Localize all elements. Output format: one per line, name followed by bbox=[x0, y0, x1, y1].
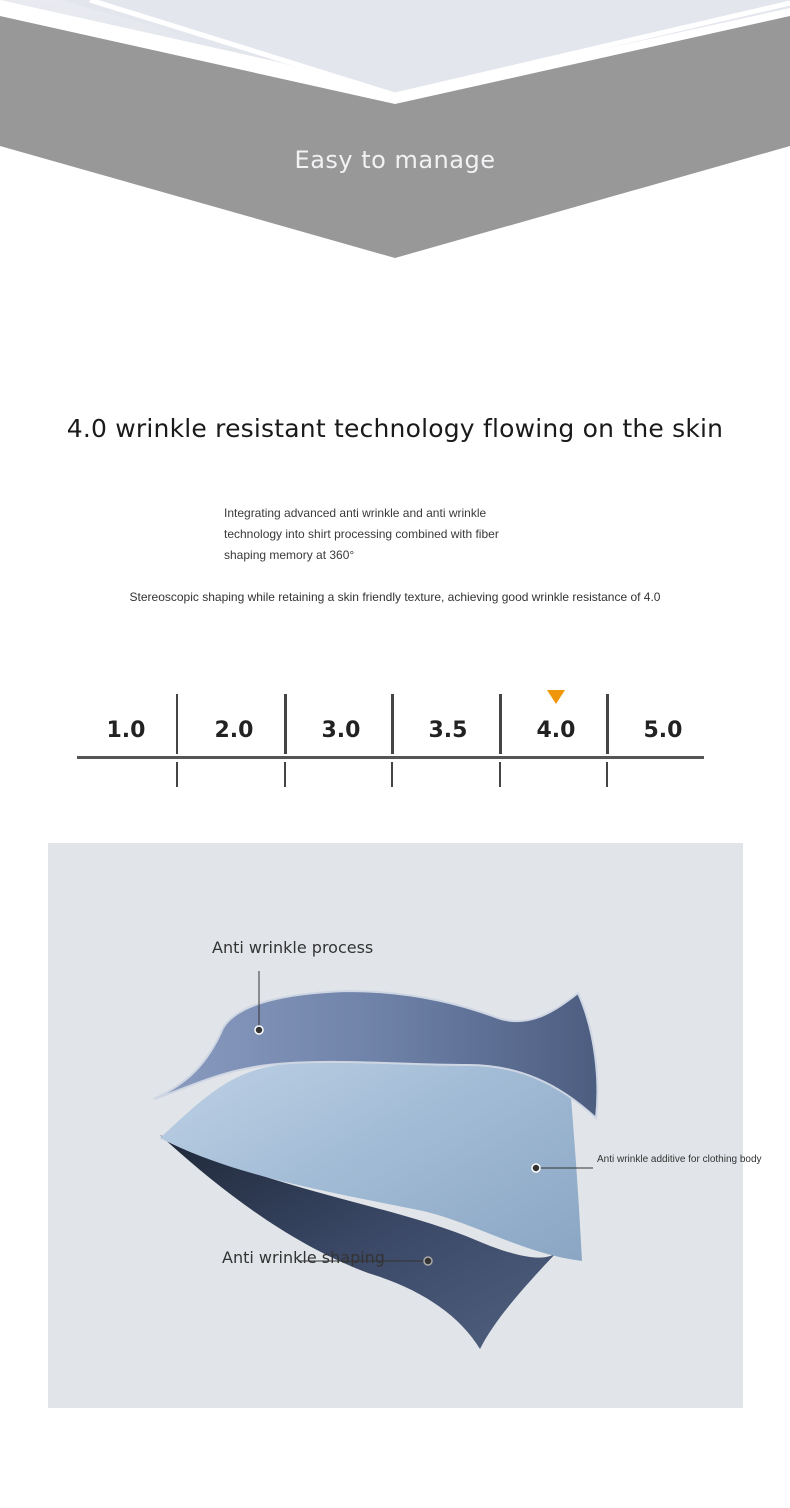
scale-tick bbox=[176, 762, 178, 787]
banner-graphic bbox=[0, 0, 790, 270]
scale-divider bbox=[606, 694, 609, 754]
scale-divider bbox=[499, 694, 502, 754]
banner-title: Easy to manage bbox=[294, 146, 496, 174]
page-title: 4.0 wrinkle resistant technology flowing on the skin bbox=[66, 414, 724, 443]
callout-dot-top bbox=[255, 1026, 263, 1034]
scale-divider bbox=[176, 694, 178, 754]
selected-level-marker-icon bbox=[547, 690, 565, 704]
fabric-layers-illustration bbox=[48, 843, 762, 1408]
scale-axis bbox=[77, 756, 704, 759]
fabric-layers-graphic bbox=[48, 843, 762, 1408]
description-line: shaping memory at 360° bbox=[224, 548, 355, 562]
description-line: Integrating advanced anti wrinkle and anti wrinkle bbox=[224, 506, 487, 520]
scale-label: 2.0 bbox=[214, 718, 254, 743]
scale-divider bbox=[284, 694, 287, 754]
scale-label: 3.5 bbox=[428, 718, 468, 743]
scale-tick bbox=[606, 762, 608, 787]
scale-tick bbox=[499, 762, 501, 787]
callout-anti-wrinkle-shaping: Anti wrinkle shaping bbox=[222, 1248, 385, 1267]
scale-label: 1.0 bbox=[106, 718, 146, 743]
scale-label: 3.0 bbox=[321, 718, 361, 743]
scale-tick bbox=[391, 762, 393, 787]
banner bbox=[0, 0, 790, 270]
callout-anti-wrinkle-additive: Anti wrinkle additive for clothing body bbox=[597, 1154, 762, 1165]
scale-label: 5.0 bbox=[643, 718, 683, 743]
description-line: technology into shirt processing combined with fiber bbox=[224, 527, 499, 541]
callout-dot-bottom bbox=[424, 1257, 432, 1265]
scale-tick bbox=[284, 762, 286, 787]
scale-divider bbox=[391, 694, 394, 754]
callout-dot-right bbox=[532, 1164, 540, 1172]
wrinkle-resistance-scale bbox=[0, 680, 790, 800]
summary-text: Stereoscopic shaping while retaining a skin friendly texture, achieving good wrinkle resistance of 4.0 bbox=[129, 590, 661, 604]
scale-label-selected: 4.0 bbox=[536, 718, 576, 743]
description bbox=[224, 503, 554, 566]
callout-anti-wrinkle-process: Anti wrinkle process bbox=[212, 938, 374, 957]
